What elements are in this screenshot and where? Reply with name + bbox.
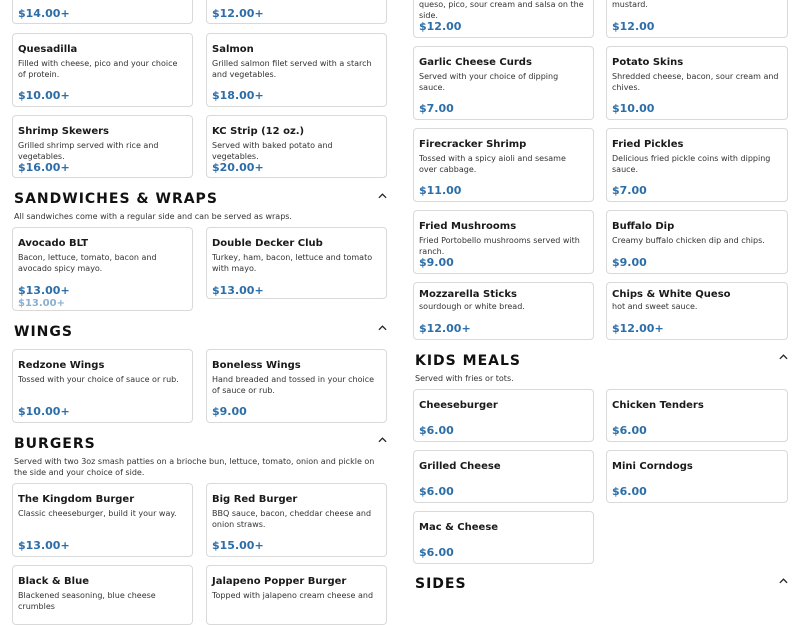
item-name: Chips & White Queso	[612, 289, 731, 300]
item-name: Mini Corndogs	[612, 461, 693, 472]
item-description: Classic cheeseburger, build it your way.	[18, 509, 177, 518]
item-price: $13.00+	[18, 539, 70, 552]
item-price: $10.00	[612, 102, 655, 115]
item-price: $10.00+	[18, 89, 70, 102]
item-name: Boneless Wings	[212, 360, 301, 371]
item-price: $7.00	[419, 102, 454, 115]
item-name: Grilled Cheese	[419, 461, 501, 472]
item-name: Shrimp Skewers	[18, 126, 110, 137]
menu-item-card[interactable]	[206, 0, 387, 24]
chevron-up-icon[interactable]	[376, 434, 388, 446]
item-price: $6.00	[419, 424, 454, 437]
menu-item-grilled-cheese[interactable]	[413, 450, 594, 503]
menu-item-boneless-wings[interactable]	[206, 349, 387, 423]
menu-item-quesadilla[interactable]	[12, 33, 193, 107]
item-price: $14.00+	[18, 7, 70, 20]
item-description: BBQ sauce, bacon, cheddar cheese and onion straws.	[212, 509, 372, 529]
item-name: Potato Skins	[612, 57, 684, 68]
item-name: Big Red Burger	[212, 494, 298, 505]
item-price: $9.00	[419, 256, 454, 269]
item-description: Served with your choice of dipping sauce.	[419, 72, 559, 92]
item-description: Hand breaded and tossed in your choice of sauce or rub.	[212, 375, 375, 395]
menu-item-garlic-cheese-curds[interactable]	[413, 46, 594, 120]
item-name: Chicken Tenders	[612, 400, 704, 411]
item-name: Garlic Cheese Curds	[419, 57, 532, 68]
item-name: Mac & Cheese	[419, 522, 499, 533]
item-description: Filled with cheese, pico and your choice of protein.	[18, 59, 178, 79]
menu-item-buffalo-dip[interactable]	[606, 210, 788, 274]
item-price: $12.00	[612, 20, 655, 33]
item-price-ghost: $13.00+	[18, 298, 65, 309]
item-description: Served with baked potato and vegetables.	[212, 141, 333, 161]
item-name: Redzone Wings	[18, 360, 105, 371]
item-name: Avocado BLT	[18, 238, 89, 249]
section-title-sides: SIDES	[415, 576, 467, 592]
menu-item-redzone-wings[interactable]	[12, 349, 193, 423]
menu-item-potato-skins[interactable]	[606, 46, 788, 120]
item-price: $13.00+	[18, 284, 70, 297]
item-price: $10.00+	[18, 405, 70, 418]
menu-item-fried-pickles[interactable]	[606, 128, 788, 202]
item-description: Tossed with a spicy aioli and sesame over cabbage.	[419, 154, 566, 174]
menu-item-fried-mushrooms[interactable]	[413, 210, 594, 274]
item-description: Shredded cheese, bacon, sour cream and chives.	[612, 72, 779, 92]
item-description: Bacon, lettuce, tomato, bacon and avocado spicy mayo.	[18, 253, 157, 273]
item-price: $6.00	[612, 424, 647, 437]
item-price: $12.00	[419, 20, 462, 33]
item-description: Grilled salmon filet served with a starch and vegetables.	[212, 59, 372, 79]
menu-item-double-decker[interactable]	[206, 227, 387, 299]
chevron-up-icon[interactable]	[376, 190, 388, 202]
menu-item-kc-strip[interactable]	[206, 115, 387, 178]
item-price: $15.00+	[212, 539, 264, 552]
item-price: $11.00	[419, 184, 462, 197]
menu-item-black-blue[interactable]	[12, 565, 193, 625]
item-description: Topped with jalapeno cream cheese and	[212, 591, 374, 600]
chevron-up-icon[interactable]	[777, 351, 789, 363]
item-name: Double Decker Club	[212, 238, 323, 249]
item-description: Tossed with your choice of sauce or rub.	[18, 375, 179, 384]
item-name: Cheeseburger	[419, 400, 498, 411]
menu-item-jalapeno-popper[interactable]	[206, 565, 387, 625]
item-price: $18.00+	[212, 89, 264, 102]
item-description: queso, pico, sour cream and salsa on the side.	[419, 0, 584, 20]
item-name: Salmon	[212, 44, 254, 55]
item-price: $6.00	[419, 546, 454, 559]
item-price: $6.00	[419, 485, 454, 498]
menu-item-avocado-blt[interactable]	[12, 227, 193, 311]
section-title-sandwiches: SANDWICHES & WRAPS	[14, 191, 218, 207]
menu-item-cheeseburger[interactable]	[413, 389, 594, 442]
chevron-up-icon[interactable]	[376, 322, 388, 334]
item-price: $20.00+	[212, 161, 264, 174]
item-name: The Kingdom Burger	[18, 494, 135, 505]
item-name: Jalapeno Popper Burger	[212, 576, 347, 587]
item-name: Fried Mushrooms	[419, 221, 517, 232]
item-name: Fried Pickles	[612, 139, 684, 150]
item-price: $9.00	[612, 256, 647, 269]
item-price: $12.00+	[212, 7, 264, 20]
item-name: Black & Blue	[18, 576, 90, 587]
item-name: Mozzarella Sticks	[419, 289, 517, 300]
section-subtitle-kids-meals: Served with fries or tots.	[415, 374, 514, 383]
item-name: Quesadilla	[18, 44, 78, 55]
item-description: mustard.	[612, 0, 648, 9]
item-description: Creamy buffalo chicken dip and chips.	[612, 236, 765, 245]
section-subtitle-sandwiches: All sandwiches come with a regular side and can be served as wraps.	[14, 212, 292, 221]
menu-item-card[interactable]	[606, 0, 788, 38]
menu-item-mozzarella-sticks[interactable]	[413, 282, 594, 340]
menu-item-big-red-burger[interactable]	[206, 483, 387, 557]
item-price: $7.00	[612, 184, 647, 197]
menu-item-kingdom-burger[interactable]	[12, 483, 193, 557]
item-price: $13.00+	[212, 284, 264, 297]
item-description: Grilled shrimp served with rice and vegetables.	[18, 141, 159, 161]
item-description: Delicious fried pickle coins with dipping sauce.	[612, 154, 771, 174]
item-name: Buffalo Dip	[612, 221, 675, 232]
menu-item-mac-cheese[interactable]	[413, 511, 594, 564]
item-description: Blackened seasoning, blue cheese crumbles	[18, 591, 156, 611]
menu-item-chips-white-queso[interactable]	[606, 282, 788, 340]
chevron-up-icon[interactable]	[777, 575, 789, 587]
menu-item-chicken-tenders[interactable]	[606, 389, 788, 442]
item-description: sourdough or white bread.	[419, 302, 525, 311]
section-title-wings: WINGS	[14, 324, 73, 340]
section-subtitle-burgers: Served with two 3oz smash patties on a brioche bun, lettuce, tomato, onion and pickle on the side and your choice of side.	[14, 457, 375, 477]
item-price: $16.00+	[18, 161, 70, 174]
section-title-burgers: BURGERS	[14, 436, 96, 452]
menu-item-mini-corndogs[interactable]	[606, 450, 788, 503]
item-description: Turkey, ham, bacon, lettuce and tomato with mayo.	[212, 253, 373, 273]
menu-item-firecracker-shrimp[interactable]	[413, 128, 594, 202]
menu-item-card[interactable]	[413, 0, 594, 38]
menu-item-shrimp-skewers[interactable]	[12, 115, 193, 178]
item-price: $12.00+	[612, 322, 664, 335]
item-description: Fried Portobello mushrooms served with ranch.	[419, 236, 580, 256]
item-price: $9.00	[212, 405, 247, 418]
item-price: $12.00+	[419, 322, 471, 335]
item-name: Firecracker Shrimp	[419, 139, 527, 150]
item-name: KC Strip (12 oz.)	[212, 126, 305, 137]
section-title-kids-meals: KIDS MEALS	[415, 353, 521, 369]
item-description: hot and sweet sauce.	[612, 302, 698, 311]
menu-item-card[interactable]	[12, 0, 193, 24]
menu-item-salmon[interactable]	[206, 33, 387, 107]
item-price: $6.00	[612, 485, 647, 498]
